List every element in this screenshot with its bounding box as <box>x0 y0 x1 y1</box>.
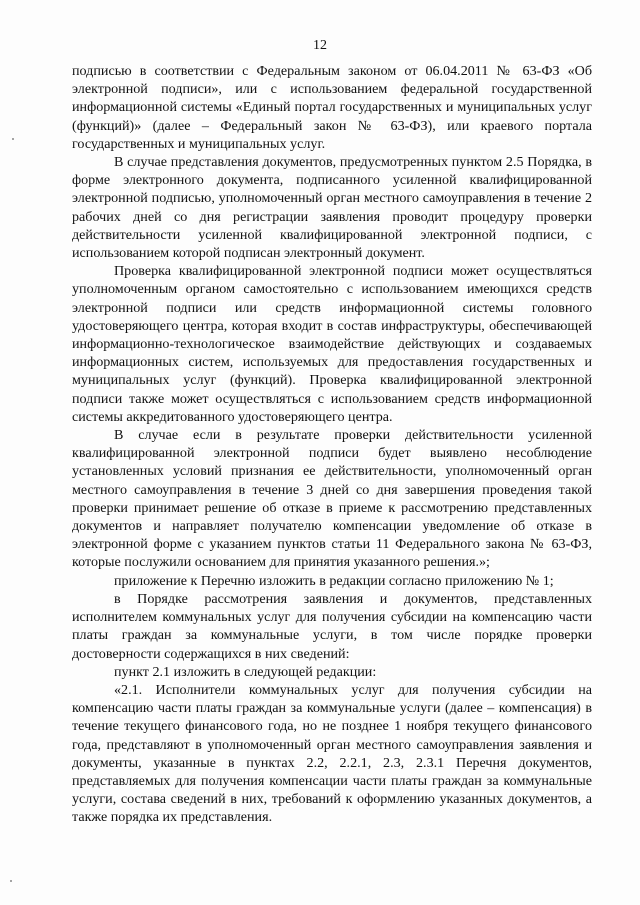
paragraph-clause-intro: пункт 2.1 изложить в следующей редакции: <box>114 663 377 680</box>
document-body <box>72 62 592 827</box>
scan-speck <box>10 880 12 882</box>
paragraph-procedure-order: в Порядке рассмотрения заявления и документов, представленных исполнителем коммунальных услуг для получения субсидии на компенсацию части платы граждан за коммунальные услуги, в том числе порядке проверки достоверности содержащихся в них сведений: <box>72 590 592 662</box>
paragraph-refusal: В случае если в результате проверки действительности усиленной квалифицированной электронной подписи будет выявлено несоблюдение установленных условий признания ее действительности, уполномоченный орган местного самоуправления в течение 3 дней со дня завершения проведения такой проверки принимает решение об отказе в приеме к рассмотрению представленных документов и направляет получателю компенсации уведомление об отказе в электронной форме с указанием пунктов статьи 11 Федерального закона № 63-ФЗ, которые послужили основанием для принятия указанного решения.»; <box>72 427 592 571</box>
paragraph-clause-2-1: «2.1. Исполнители коммунальных услуг для получения субсидии на компенсацию части платы граждан за коммунальные услуги (далее – компенсация) в течение текущего финансового года, но не позднее 1 ноября текущего финансового года, представляют в уполномоченный орган местного самоуправления заявления и документы, указанные в пунктах 2.2, 2.2.1, 2.3, 2.3.1 Перечня документов, представляемых для получения компенсации части платы граждан за коммунальные услуги, состава сведений в них, требований к оформлению указанных документов, а также порядка их представления. <box>72 681 592 826</box>
paragraph-continuation: подписью в соответствии с Федеральным законом от 06.04.2011 № 63-ФЗ «Об электронной подписи», или с использованием федеральной государственной информационной системы «Единый портал государственных и муниципальных услуг (функций)» (далее – Федеральный закон № 63-ФЗ), или краевого портала государственных и муниципальных услуг. <box>72 63 592 152</box>
paragraph-appendix: приложение к Перечню изложить в редакции согласно приложению № 1; <box>114 572 554 589</box>
paragraph-verification-procedure: В случае представления документов, предусмотренных пунктом 2.5 Порядка, в форме электронного документа, подписанного усиленной квалифицированной электронной подписью, уполномоченный орган местного самоуправления в течение 2 рабочих дней со дня регистрации заявления проводит процедуру проверки действительности усиленной квалифицированной электронной подписи, с использованием которой подписан электронный документ. <box>72 154 592 262</box>
paragraph-signature-check: Проверка квалифицированной электронной подписи может осуществляться уполномоченным органом самостоятельно с использованием имеющихся средств электронной подписи или средств информационной системы головного удостоверяющего центра, которая входит в состав инфраструктуры, обеспечивающей информационно-технологическое взаимодействие действующих и создаваемых информационных систем, используемых для предоставления государственных и муниципальных услуг (функций). Проверка квалифицированной электронной подписи также может осуществляться с использованием средств информационной системы аккредитованного удостоверяющего центра. <box>72 263 592 425</box>
page-number: 12 <box>313 38 327 53</box>
scan-speck <box>12 138 14 140</box>
